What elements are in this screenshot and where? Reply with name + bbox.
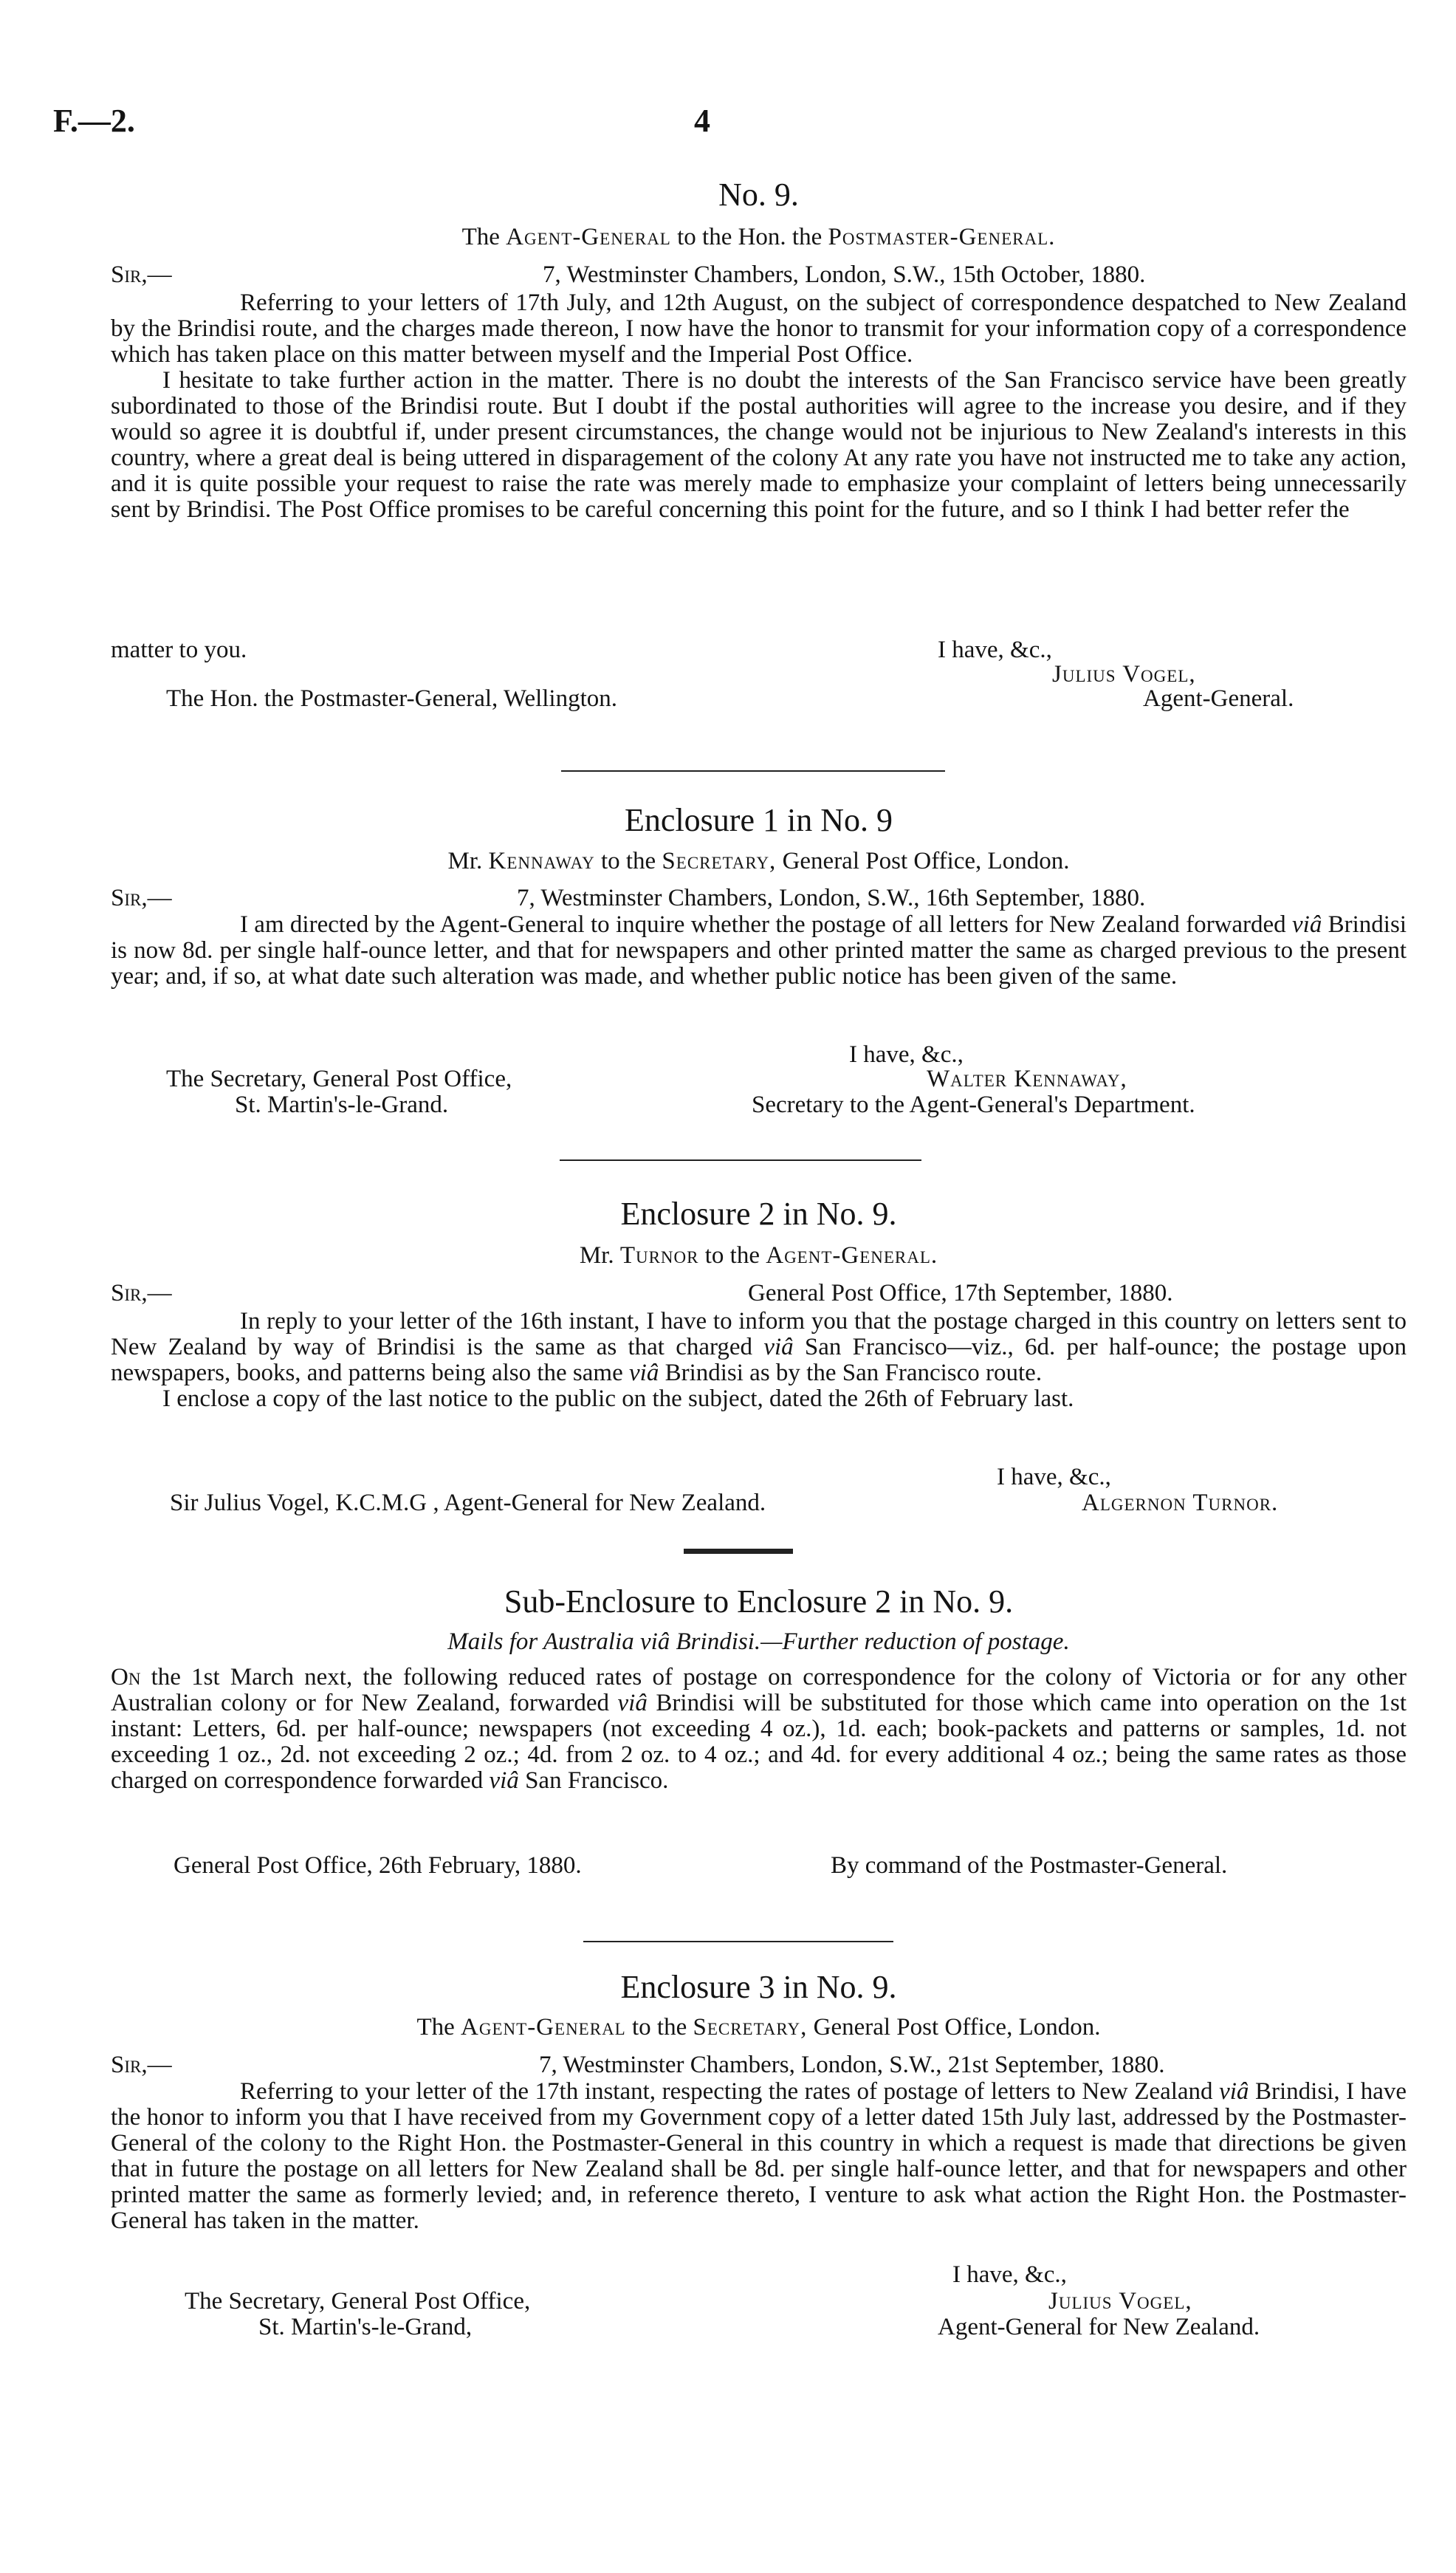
section-title-no9: No. 9. — [718, 177, 799, 213]
section-title-enclosure-1: Enclosure 1 in No. 9 — [625, 802, 893, 838]
paragraph: I enclose a copy of the last notice to the public on the subject, dated the 26th of February last. — [162, 1385, 1074, 1412]
subtitle-sender: Turnor — [619, 1242, 699, 1269]
addressee: Sir Julius Vogel, K.C.M.G , Agent-General for New Zealand. — [170, 1490, 766, 1516]
letter-body — [111, 912, 1407, 990]
subtitle-text: to the — [631, 2014, 687, 2041]
divider — [583, 1941, 893, 1942]
signature: Julius Vogel, — [1048, 2288, 1192, 2315]
page-number: 4 — [694, 103, 710, 139]
paragraph-first-word: On — [111, 1664, 141, 1690]
paragraph-text: San Francisco—viz., 6d. per half-ounce; the postage upon newspapers, books, and patterns being also the same — [111, 1334, 1407, 1386]
subtitle-sender: Agent-General — [461, 2014, 626, 2041]
paragraph — [111, 912, 1407, 990]
paragraph-italic: viâ — [617, 1690, 648, 1716]
closing: I have, &c., — [952, 2261, 1067, 2288]
paragraph-text: Brindisi as by the San Francisco route. — [665, 1360, 1043, 1386]
letter-address: 7, Westminster Chambers, London, S.W., 21st September, 1880. — [539, 2052, 1165, 2078]
subtitle-recipient: Agent-General. — [766, 1242, 938, 1269]
paragraph-italic: viâ — [763, 1334, 794, 1360]
paragraph — [111, 2079, 1407, 2234]
signature: Algernon Turnor. — [1082, 1490, 1279, 1516]
addressee: The Secretary, General Post Office, — [185, 2288, 531, 2315]
subtitle-text: Mr. — [579, 1242, 614, 1269]
paragraph-text: Brindisi will be substituted for those which came into operation on the 1st instant: Letters, 6d. per half-ounce; newspapers (not exceeding 4 oz.), 1d. each; book-packets and patterns or samples, 1d. not exceeding 1 oz., 2d. not exceeding 2 oz.; 4d. from 2 oz. to 4 oz.; and 4d. for every additional 4 oz.; being the same rates as those charged on correspondence forwarded — [111, 1690, 1407, 1794]
section-title-sub-enclosure: Sub-Enclosure to Enclosure 2 in No. 9. — [504, 1583, 1014, 1620]
signer-title: Secretary to the Agent-General's Department. — [752, 1092, 1195, 1118]
letter-address: 7, Westminster Chambers, London, S.W., 15th October, 1880. — [543, 261, 1146, 288]
notice-body — [111, 1665, 1407, 1794]
signer-title: Agent-General for New Zealand. — [938, 2314, 1260, 2340]
addressee: St. Martin's-le-Grand, — [258, 2314, 473, 2340]
subtitle-text: General Post Office, London. — [813, 2014, 1101, 2041]
signature: Julius Vogel, — [1052, 661, 1196, 688]
subtitle-recipient: Secretary, — [662, 848, 777, 874]
signer-title: Agent-General. — [1143, 685, 1294, 712]
section-title-enclosure-2: Enclosure 2 in No. 9. — [620, 1196, 897, 1232]
divider — [684, 1549, 793, 1554]
divider — [560, 1159, 921, 1161]
salutation: Sir,— — [111, 1280, 172, 1306]
addressee: The Hon. the Postmaster-General, Wellington. — [166, 685, 618, 712]
section-subtitle-sub-enclosure: Mails for Australia viâ Brindisi.—Further reduction of postage. — [447, 1628, 1070, 1655]
letter-address: 7, Westminster Chambers, London, S.W., 16th September, 1880. — [517, 885, 1146, 911]
paragraph-last-line: matter to you. — [111, 637, 247, 663]
signature: Walter Kennaway, — [927, 1066, 1127, 1092]
subtitle-text: The — [416, 2014, 455, 2041]
section-title-enclosure-3: Enclosure 3 in No. 9. — [620, 1969, 897, 2005]
dateline: General Post Office, 26th February, 1880. — [174, 1852, 582, 1879]
salutation: Sir,— — [111, 261, 172, 288]
addressee: St. Martin's-le-Grand. — [235, 1092, 449, 1118]
addressee: The Secretary, General Post Office, — [166, 1066, 512, 1092]
paragraph-text: Brindisi is now 8d. per single half-ounce letter, and that for newspapers and other printed matter the same as charged previous to the present year; and, if so, at what date such alteration was made, and whether public notice has been given of the same. — [111, 911, 1407, 990]
closing: I have, &c., — [938, 637, 1052, 663]
paragraph-text: I am directed by the Agent-General to inquire whether the postage of all letters for New Zealand forwarded — [240, 911, 1286, 938]
divider — [561, 770, 945, 772]
closing: I have, &c., — [849, 1041, 964, 1068]
subtitle-text: Mr. — [447, 848, 483, 874]
section-subtitle-no9 — [111, 224, 1407, 251]
paragraph-text: Referring to your letter of the 17th instant, respecting the rates of postage of letters to New Zealand — [240, 2078, 1213, 2105]
subtitle-text: to the Hon. the — [677, 224, 823, 250]
subtitle-sender: Agent-General — [506, 224, 671, 250]
letter-body — [111, 1309, 1407, 1412]
paragraph-italic: viâ — [629, 1360, 659, 1386]
subtitle-recipient: Postmaster-General. — [828, 224, 1056, 250]
paragraph: Referring to your letters of 17th July, and 12th August, on the subject of correspondence despatched to New Zealand by the Brindisi route, and the charges made thereon, I now have the honor to transmit for your information copy of a correspondence which has taken place on this matter between myself and the Imperial Post Office. — [111, 289, 1407, 368]
paragraph — [111, 1665, 1407, 1794]
paragraph: I hesitate to take further action in the matter. There is no doubt the interests of the San Francisco service have been greatly subordinated to those of the Brindisi route. But I doubt if the postal authorities will agree to the increase you desire, and if they would so agree it is doubtful if, under present circumstances, the change would not be injurious to New Zealand's interests in this country, where a great deal is being uttered in disparagement of the colony At any rate you have not instructed me to take any action, and it is quite possible your request to raise the rate was merely made to emphasize your complaint of letters being unnecessarily sent by Brindisi. The Post Office promises to be careful concerning this point for the future, and so I think I had better refer the — [111, 367, 1407, 523]
document-reference: F.—2. — [53, 103, 135, 139]
subtitle-recipient: Secretary, — [693, 2014, 808, 2041]
letter-body — [111, 2079, 1407, 2234]
subtitle-sender: Kennaway — [488, 848, 595, 874]
section-subtitle-enclosure-1 — [111, 848, 1407, 875]
paragraph — [111, 1309, 1407, 1386]
subtitle-text: to the — [600, 848, 656, 874]
subtitle-text: General Post Office, London. — [782, 848, 1070, 874]
paragraph-italic: viâ — [1219, 2078, 1249, 2105]
salutation: Sir,— — [111, 885, 172, 911]
section-subtitle-enclosure-3 — [111, 2014, 1407, 2041]
letter-body — [111, 290, 1407, 523]
letter-address: General Post Office, 17th September, 1880. — [748, 1280, 1173, 1306]
closing: I have, &c., — [997, 1464, 1111, 1490]
paragraph-text: In reply to your letter of the 16th instant, I have to inform you that the postage charged in this country on letters sent to New Zealand by way of Brindisi is the same as that charged — [111, 1308, 1407, 1360]
salutation: Sir,— — [111, 2052, 172, 2078]
section-subtitle-enclosure-2 — [111, 1242, 1407, 1270]
subtitle-text: The — [461, 224, 500, 250]
command-line: By command of the Postmaster-General. — [831, 1852, 1228, 1879]
paragraph-text: the 1st March next, the following reduced rates of postage on correspondence for the colony of Victoria or for any other Australian colony or for New Zealand, forwarded — [111, 1664, 1407, 1716]
paragraph-italic: viâ — [489, 1767, 519, 1794]
paragraph-text: Brindisi, I have the honor to inform you that I have received from my Government copy of a letter dated 15th July last, addressed by the Postmaster-General of the colony to the Right Hon. the Postmaster-General in this country in which a request is made that directions be given that in future the postage on all letters for New Zealand shall be 8d. per single half-ounce letter, and that for newspapers and other printed matter the same as formerly levied; and, in reference thereto, I venture to ask what action the Right Hon. the Postmaster-General has taken in the matter. — [111, 2078, 1407, 2234]
paragraph-italic: viâ — [1292, 911, 1322, 938]
subtitle-text: to the — [704, 1242, 760, 1269]
paragraph-text: San Francisco. — [525, 1767, 669, 1794]
